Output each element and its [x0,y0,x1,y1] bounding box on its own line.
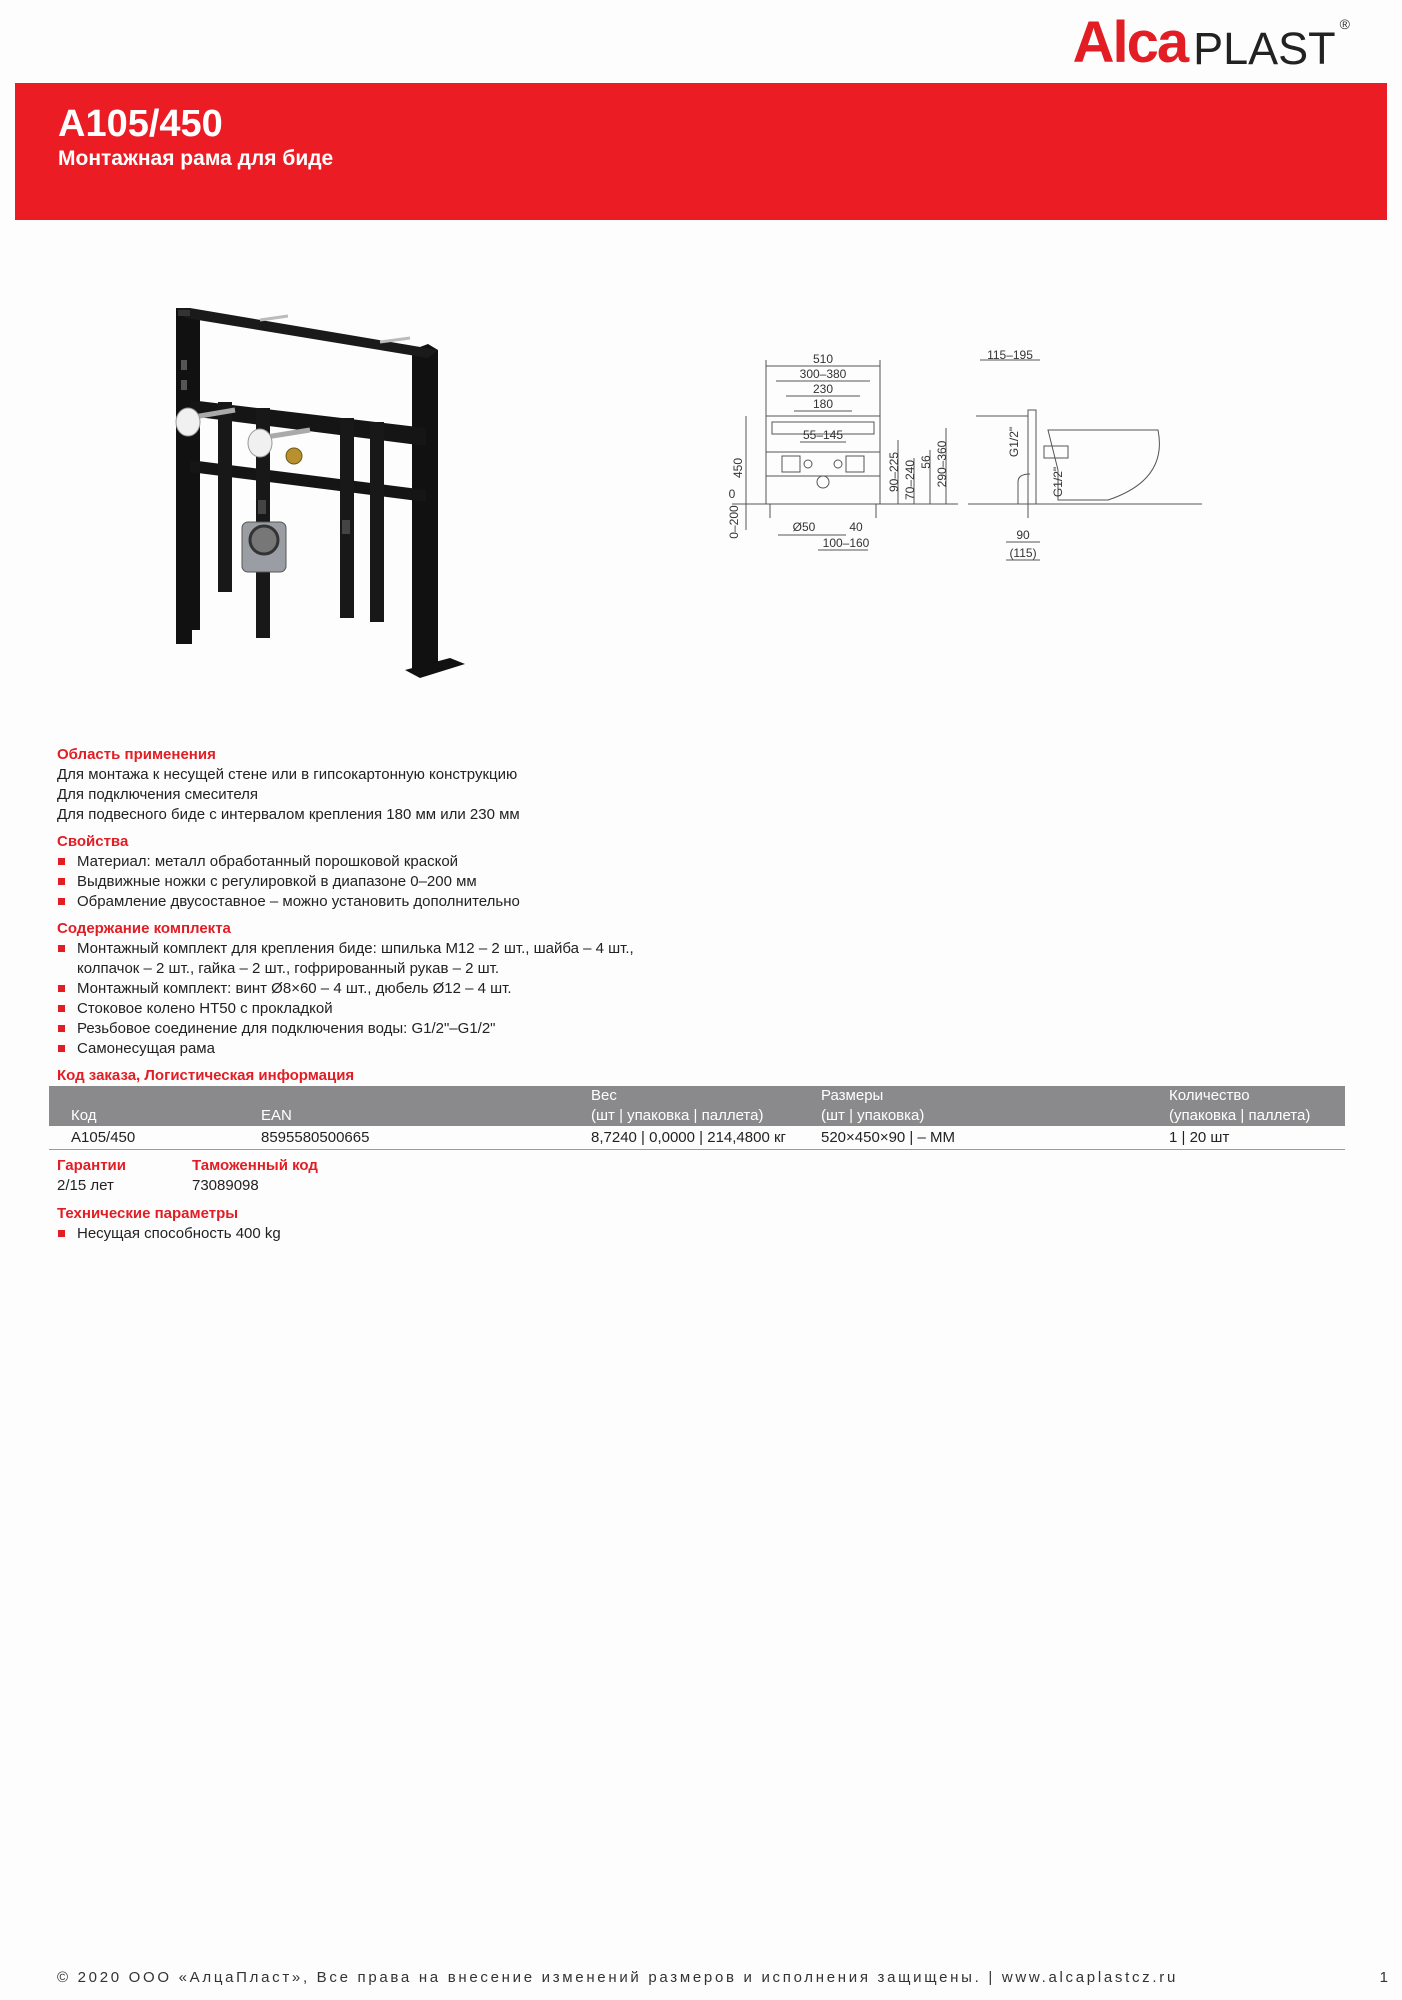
page-number: 1 [1379,1969,1388,1986]
logistics-title: Код заказа, Логистическая информация [57,1067,355,1084]
application-line: Для монтажа к несущей стене или в гипсокартонную конструкцию [57,766,518,783]
dim-115: (115) [1009,546,1037,560]
warranty-customs [57,1156,1347,1196]
brand-logo [1072,10,1350,75]
kit-item: Резьбовое соединение для подключения воды: G1/2"–G1/2" [57,1019,1347,1039]
product-photo [160,300,500,685]
dim-230: 230 [812,382,834,396]
dim-56: 56 [919,455,933,469]
table-header: (шт | упаковка) [821,1107,925,1124]
table-cell: 520×450×90 | – MM [799,1126,1147,1150]
dim-55-145: 55–145 [802,428,844,442]
dim-300-380: 300–380 [799,367,847,381]
logo-red-text: Alca [1072,10,1188,75]
table-header [49,1086,239,1106]
table-cell: A105/450 [49,1126,239,1150]
customs-value: 73089098 [192,1177,259,1194]
footer-text: © 2020 ООО «АлцаПласт», Все права на внесение изменений размеров и исполнения защищены. | www.alcaplastcz.ru [57,1969,1178,1986]
properties-item: Обрамление двусоставное – можно установить дополнительно [57,892,1347,912]
table-cell: 8,7240 | 0,0000 | 214,4800 кг [569,1126,799,1150]
properties-item: Выдвижные ножки с регулировкой в диапазоне 0–200 мм [57,872,1347,892]
product-subtitle: Монтажная рама для биде [58,147,334,170]
application-line: Для подключения смесителя [57,786,259,803]
application-title: Область применения [57,746,216,763]
dim-290-360: 290–360 [935,440,949,488]
technical-title: Технические параметры [57,1205,239,1222]
dim-40: 40 [849,520,863,534]
product-details [57,745,1347,1244]
table-header: Вес [591,1087,617,1104]
table-header: EAN [261,1107,292,1124]
logistics-table [49,1086,1345,1150]
title-banner [15,83,1387,220]
properties-item: Материал: металл обработанный порошковой краской [57,852,1347,872]
table-header: Количество [1169,1087,1250,1104]
kit-item-continuation: колпачок – 2 шт., гайка – 2 шт., гофрированный рукав – 2 шт. [77,960,500,977]
technical-item: Несущая способность 400 kg [57,1224,1347,1244]
dim-510: 510 [812,352,834,366]
logo-dark-text: PLAST [1193,23,1336,74]
dim-70-240: 70–240 [903,459,917,501]
warranty-value: 2/15 лет [57,1177,114,1194]
dim-zero: 0 [728,487,736,501]
table-cell: 1 | 20 шт [1147,1126,1345,1150]
table-header: Размеры [821,1087,884,1104]
table-header: (упаковка | паллета) [1169,1107,1311,1124]
warranty-title: Гарантии [57,1157,127,1174]
dim-g12-bottom: G1/2" [1051,466,1065,498]
dim-90-225: 90–225 [887,451,901,493]
technical-drawing [718,350,1202,600]
dim-g12-top: G1/2" [1007,426,1021,458]
application-line: Для подвесного биде с интервалом крепления 180 мм или 230 мм [57,806,520,823]
dim-d50: Ø50 [792,520,816,534]
registered-mark: ® [1339,16,1350,32]
table-header: (шт | упаковка | паллета) [591,1107,764,1124]
kit-item: Монтажный комплект для крепления биде: шпилька M12 – 2 шт., шайба – 4 шт., [57,939,1347,959]
kit-title: Содержание комплекта [57,920,231,937]
dim-450: 450 [731,457,745,479]
dim-180: 180 [812,397,834,411]
customs-title: Таможенный код [192,1157,318,1174]
kit-item: Самонесущая рама [57,1039,1347,1059]
table-cell: 8595580500665 [239,1126,569,1150]
product-code: A105/450 [58,103,223,145]
table-header: Код [71,1107,97,1124]
properties-title: Свойства [57,833,129,850]
kit-item: Стоковое колено HT50 с прокладкой [57,999,1347,1019]
kit-item: Монтажный комплект: винт Ø8×60 – 4 шт., дюбель Ø12 – 4 шт. [57,979,1347,999]
dim-90: 90 [1016,528,1030,542]
table-row [49,1126,1345,1150]
dim-115-195: 115–195 [987,350,1033,362]
dim-0-200: 0–200 [727,505,741,539]
table-header [239,1086,569,1106]
dim-100-160: 100–160 [822,536,870,550]
